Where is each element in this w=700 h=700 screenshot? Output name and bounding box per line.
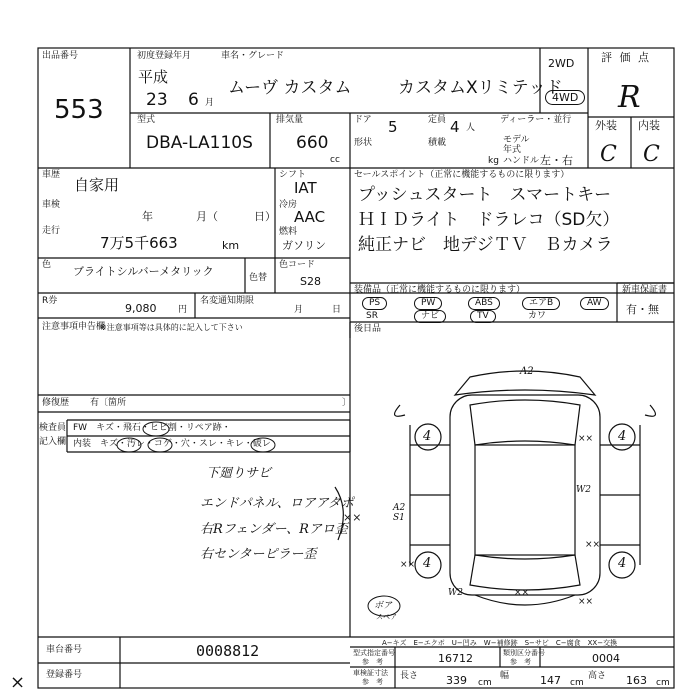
width-label: 幅: [500, 671, 510, 681]
inspector-row-fw: FW キズ・飛石・ヒビ割・リペア跡・: [73, 423, 231, 433]
notes-label: 注意事項申告欄: [42, 322, 106, 332]
mark-spare: ボア: [374, 601, 393, 611]
shift-value: IAT: [294, 179, 317, 197]
dimensions-sub: 参 考: [362, 678, 383, 686]
length-value: 339: [446, 674, 467, 687]
car-name-label: 車名・グレード: [221, 51, 285, 61]
equip-navi: ナビ: [414, 310, 446, 323]
dealer-label: ディーラー・並行: [500, 115, 572, 125]
equip-sr: SR: [366, 311, 378, 321]
recycle-label: R券: [42, 296, 58, 306]
mark-xx-4: ××: [514, 588, 530, 598]
equipment-label: 装備品（正常に機能するものに限ります）: [354, 285, 526, 295]
doors-value: 5: [388, 118, 398, 136]
equip-ps: PS: [362, 297, 387, 310]
history-label: 車歴: [42, 170, 61, 180]
length-label: 長さ: [400, 671, 419, 681]
notes-sub: ※注意事項等は具体的に記入して下さい: [100, 323, 243, 332]
model-year-label: モデル年式: [503, 135, 530, 155]
color-code: S28: [300, 275, 321, 288]
color-swap-label: 色替: [249, 273, 268, 283]
color-value: ブライトシルバーメタリック: [73, 265, 214, 278]
warranty-value: 有・無: [626, 303, 659, 316]
sales-points-label: セールスポイント（正常に機能するものに限ります）: [354, 170, 570, 180]
width-unit: cm: [570, 678, 584, 688]
recycle-value: 9,080: [125, 302, 157, 315]
load-unit: kg: [488, 156, 499, 166]
mark-xx-5: ××: [578, 597, 594, 607]
type-designation-sub: 参 考: [362, 658, 383, 666]
equip-pw: PW: [414, 297, 442, 310]
eval-exterior: C: [600, 142, 617, 167]
mark-tire-lr: 4: [423, 556, 432, 571]
aircon-label: 冷房: [279, 200, 298, 210]
inspection-day: 日）: [254, 210, 276, 223]
height-value: 163: [626, 674, 647, 687]
handle-label: ハンドル: [503, 156, 540, 166]
inspector-label-bottom: 記入欄: [39, 437, 67, 447]
capacity-value: 4: [450, 118, 460, 136]
equip-abs: ABS: [468, 297, 500, 310]
sales-point-line-2: ＨＩＤライト ドラレコ（SD欠）: [358, 210, 620, 230]
note-line-3: 右Rフェンダー、Rアロ歪: [200, 522, 348, 537]
mark-w2-b: W2: [448, 588, 463, 598]
first-reg-year: 23: [146, 90, 168, 110]
load-label: 積載: [428, 138, 447, 148]
drive-4wd: 4WD: [545, 90, 585, 105]
doors-label: ドア: [354, 115, 372, 125]
category-label: 類別区分番号: [503, 649, 545, 657]
category-value: 0004: [592, 652, 620, 665]
registration-label: 登録番号: [46, 670, 83, 680]
notice-day: 日: [332, 305, 342, 315]
eval-label: 評 価 点: [601, 51, 651, 64]
damage-legend: A−キズ E−エクボ U−凹み W−補修跡 S−サビ C−腐食 XX−交換: [382, 639, 618, 647]
type-designation-value: 16712: [438, 652, 473, 665]
first-reg-month-unit: 月: [205, 98, 215, 108]
equip-aw: AW: [580, 297, 609, 310]
capacity-label: 定員: [428, 115, 447, 125]
type-designation-label: 型式指定番号: [353, 649, 395, 657]
sales-point-line-1: プッシュスタート スマートキー: [358, 185, 612, 205]
width-value: 147: [540, 674, 561, 687]
first-reg-era: 平成: [138, 68, 169, 86]
mark-w2-a: W2: [576, 485, 591, 495]
mark-tire-rf: 4: [618, 429, 627, 444]
eval-score: R: [618, 80, 641, 115]
inspection-label: 車検: [42, 200, 61, 210]
sales-point-line-3: 純正ナビ 地デジＴＶ Ｂカメラ: [358, 235, 613, 255]
eval-interior: C: [643, 142, 660, 167]
inspector-label-top: 検査員: [39, 423, 67, 433]
capacity-unit: 人: [466, 123, 476, 133]
aircon-value: AAC: [294, 208, 326, 226]
car-grade: カスタムXリミテッド: [398, 78, 563, 98]
length-unit: cm: [478, 678, 492, 688]
note-line-1: 下廻りサビ: [206, 466, 272, 481]
mileage-value: 7万5千663: [100, 234, 178, 252]
shift-label: シフト: [279, 170, 307, 180]
model-label: 型式: [137, 115, 156, 125]
color-code-label: 色コード: [279, 260, 316, 270]
warranty-label: 新車保証書: [622, 285, 668, 295]
fuel-label: 燃料: [279, 227, 298, 237]
drive-2wd: 2WD: [548, 57, 575, 70]
chassis-label: 車台番号: [46, 645, 83, 655]
handle-value: 左・右: [540, 154, 573, 167]
mark-tire-rr: 4: [618, 556, 627, 571]
inspector-row-interior: 内装 キズ・汚レ・コゲ・穴・スレ・キレ・破レ: [73, 439, 271, 449]
inspection-year: 年: [142, 210, 153, 223]
note-line-4: 右センターピラー歪: [200, 547, 317, 562]
car-diagram: [390, 365, 660, 625]
displacement-unit: cc: [330, 155, 340, 165]
displacement-label: 排気量: [276, 115, 304, 125]
fuel-value: ガソリン: [282, 239, 326, 252]
spare-circle: [366, 595, 402, 619]
color-label: 色: [42, 260, 52, 270]
note-line-2: エンドパネル、ロアアタポ: [200, 496, 354, 511]
equip-leather: カワ: [528, 311, 547, 321]
spare-label: スペア: [376, 613, 397, 621]
after-items-label: 後日品: [354, 324, 382, 334]
shape-label: 形状: [354, 138, 373, 148]
eval-exterior-label: 外装: [595, 119, 617, 132]
repair-close: 〕: [342, 398, 352, 408]
mark-top: A2: [520, 366, 534, 377]
category-sub: 参 考: [510, 658, 531, 666]
mark-xx-1: ××: [578, 434, 594, 444]
displacement-value: 660: [296, 133, 329, 153]
repair-value: 有〔箇所: [90, 398, 127, 408]
height-label: 高さ: [588, 671, 607, 681]
height-unit: cm: [656, 678, 670, 688]
history-value: 自家用: [74, 176, 120, 194]
inspector-circles: [0, 0, 350, 460]
corner-cross-mark: ×: [10, 672, 26, 693]
first-reg-month: 6: [188, 90, 199, 110]
car-name: ムーヴ カスタム: [228, 78, 352, 98]
dimensions-label: 車検証寸法: [353, 669, 388, 677]
mileage-label: 走行: [42, 226, 61, 236]
mark-xx-2: ××: [585, 540, 601, 550]
recycle-unit: 円: [178, 305, 188, 315]
mileage-unit: km: [222, 239, 240, 252]
mark-xx-3: ××: [400, 560, 416, 570]
note-xx: ××: [343, 511, 362, 524]
notice-label: 名変通知期限: [200, 296, 255, 306]
model-value: DBA-LA110S: [146, 133, 253, 153]
inspection-month: 月（: [196, 210, 218, 223]
repair-label: 修復歴: [42, 398, 70, 408]
eval-interior-label: 内装: [638, 119, 660, 132]
chassis-value: 0008812: [196, 642, 260, 660]
lot-number: 553: [54, 95, 104, 125]
lot-label: 出品番号: [42, 51, 79, 61]
mark-tire-lf: 4: [423, 429, 432, 444]
mark-side: A2 S1: [393, 503, 406, 523]
notice-month: 月: [294, 305, 304, 315]
first-reg-label: 初度登録年月: [137, 51, 192, 61]
equip-airbag: エアB: [522, 297, 560, 310]
equip-tv: TV: [470, 310, 496, 323]
